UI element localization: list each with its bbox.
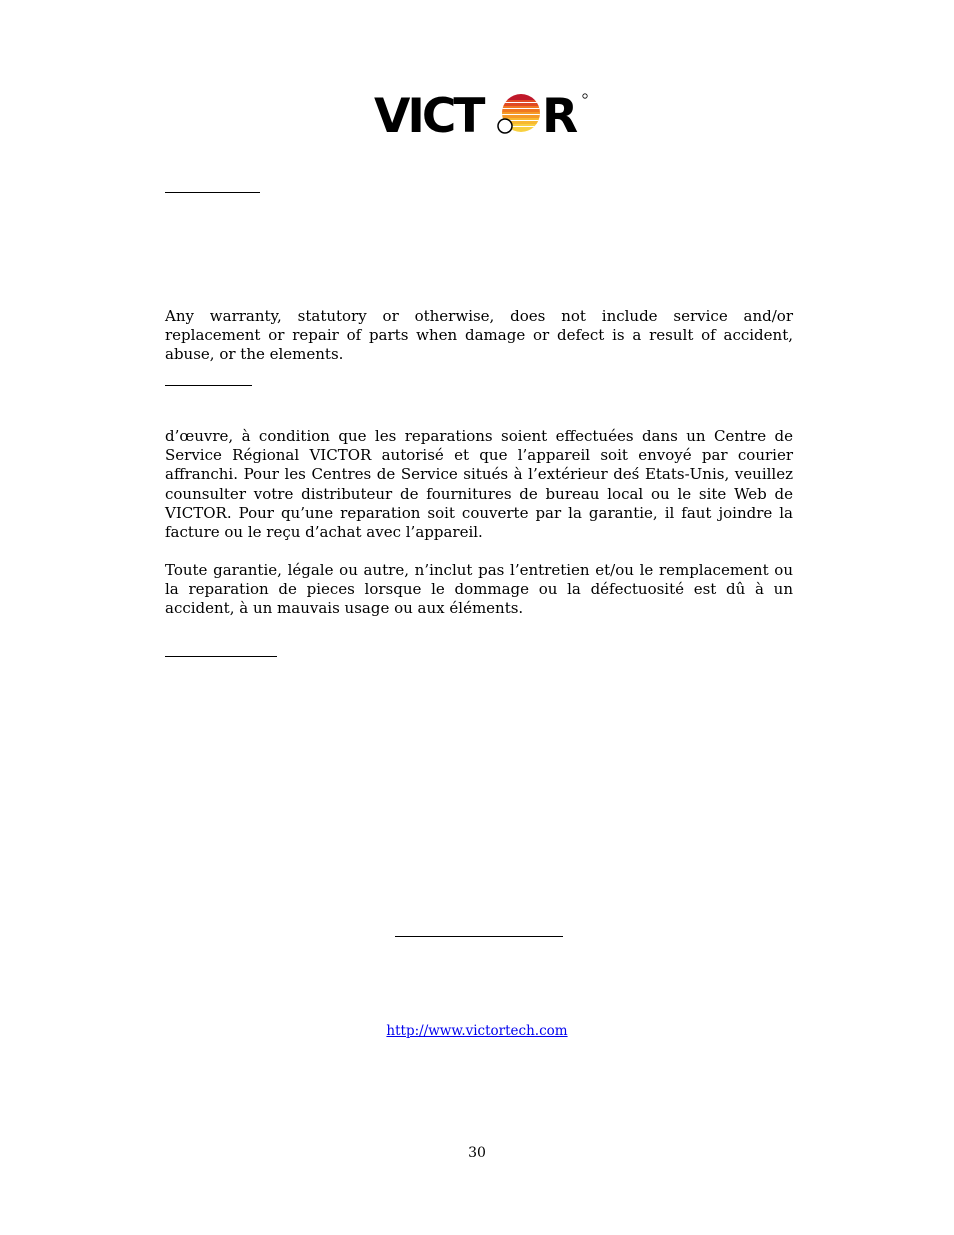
french-service-paragraph: d’œuvre, à condition que les reparations soient effectuées dans un Centre de Service Régional VICTOR autorisé et que l’appareil soit envoyé par courier affranchi. Pour les Centres de Service situés à l’extérieur deś Etats-Unis, veuillez counsulter votre distributeur de fournitures de bureau local ou le site Web de VICTOR. Pour qu’une reparation soit couverte par la garantie, il faut joindre la facture ou le reçu d’achat avec l’appareil. — [165, 427, 793, 542]
logo-wordmark-left: VICT — [374, 89, 483, 138]
heading-rule-center — [395, 936, 563, 937]
victor-logo — [374, 88, 590, 138]
registered-mark-icon — [583, 94, 587, 98]
heading-rule-garantie — [165, 385, 252, 386]
page-number: 30 — [468, 1145, 486, 1161]
website-link[interactable]: http://www.victortech.com — [386, 1023, 568, 1039]
heading-rule-warranty — [165, 192, 260, 193]
english-limits-paragraph: Any warranty, statutory or otherwise, does not include service and/or replacement or repair of parts when damage or defect is a result of accident, abuse, or the elements. — [165, 307, 793, 364]
logo-wordmark-right: R — [542, 89, 576, 138]
heading-rule-garantia — [165, 656, 277, 657]
logo-white-dot — [498, 119, 512, 133]
french-limits-paragraph: Toute garantie, légale ou autre, n’inclut pas l’entretien et/ou le remplacement ou la reparation de pieces lorsque le dommage ou la défectuosité est dû à un accident, à un mauvais usage ou aux éléments. — [165, 561, 793, 618]
